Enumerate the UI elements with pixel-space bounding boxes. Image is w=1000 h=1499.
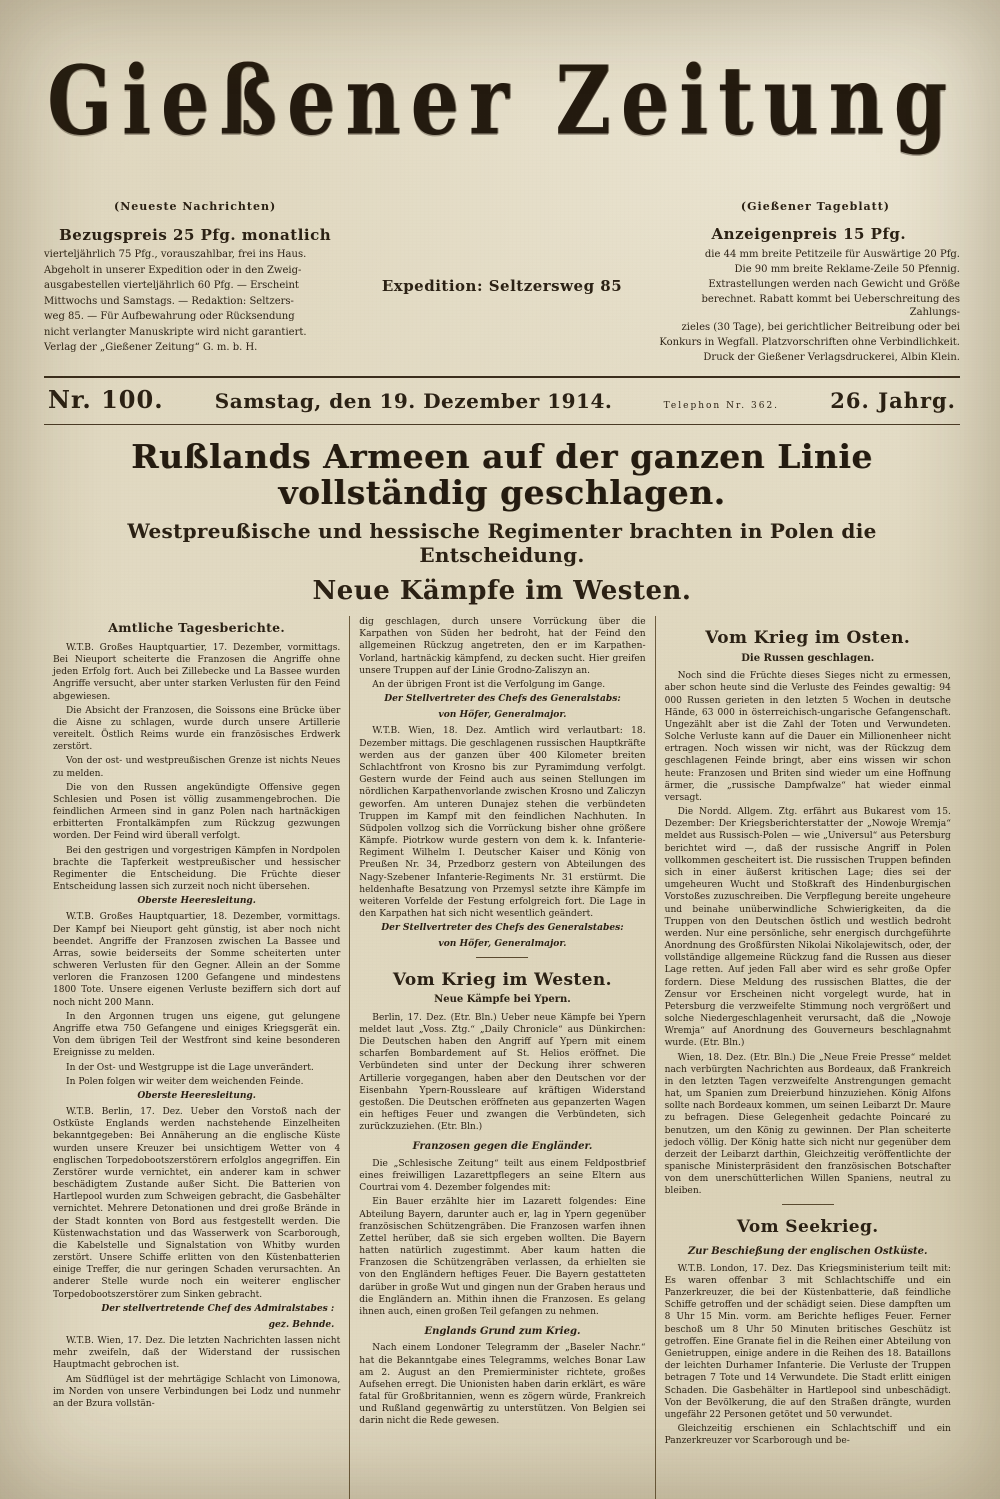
section-subheading: Zur Beschießung der englischen Ostküste. [687, 1246, 928, 1258]
article-paragraph: Die Absicht der Franzosen, die Soissons eine Brücke über die Aisne zu schlagen, wurde durch unsere Artillerie vereitelt. Östlich Reims wurde ein französisches Erdwerk zerstört. [53, 705, 341, 753]
article-paragraph: In Polen folgen wir weiter dem weichenden Feinde. [66, 1076, 304, 1087]
advertising-line: Konkurs in Wegfall. Platzvorschriften ohne Verbindlichkeit. [659, 336, 960, 348]
section-divider [476, 957, 528, 958]
advertising-line: die 44 mm breite Petitzeile für Auswärtige 20 Pfg. [704, 248, 960, 260]
signature-line: Oberste Heeresleitung. [137, 895, 256, 907]
column-2 [349, 616, 654, 1499]
subscription-info [44, 225, 346, 357]
article-paragraph: Noch sind die Früchte dieses Sieges nicht zu ermessen, aber schon heute sind die Verluste des Feindes gewaltig: 94 000 Russen gerieten in den letzten 5 Wochen in deutsche Hände, 63 000 in österreichisch-ungarische Gefangenschaft. Ungezählt aber ist die Zahl der Toten und Verwundeten. Solche Verluste kann auf die Dauer ein Millionenheer nicht ertragen. Noch wissen wir nicht, was der Rückzug dem geschlagenen Feinde bringt, aber eins wissen wir schon heute: Franzosen und Briten sind wieder um eine Hoffnung ärmer, die „russische Dampfwalze“ hat wieder einmal versagt. [664, 671, 951, 803]
article-columns [44, 616, 960, 1499]
section-subheading: Neue Kämpfe bei Ypern. [434, 994, 571, 1006]
article-paragraph: In den Argonnen trugen uns eigene, gut gelungene Angriffe etwa 750 Gefangene und einiges Kriegsgerät ein. Von dem übrigen Teil der Westfront sind keine besonderen Ereignisse zu melden. [53, 1011, 341, 1059]
subscription-line: nicht verlangter Manuskripte wird nicht garantiert. [44, 326, 307, 338]
main-headline: Rußlands Armeen auf der ganzen Linie vollständig geschlagen. [131, 436, 873, 512]
section-heading: Vom Krieg im Osten. [705, 628, 911, 649]
issue-phone: Telephon Nr. 362. [663, 400, 780, 411]
issue-year: 26. Jahrg. [830, 387, 956, 413]
issue-divider [44, 424, 960, 425]
signature-line: Der stellvertretende Chef des Admiralstabes : [101, 1302, 335, 1314]
sub-headline-2: Neue Kämpfe im Westen. [312, 576, 692, 607]
article-paragraph: Ein Bauer erzählte hier im Lazarett folgendes: Eine Abteilung Bayern, darunter auch er, lag in Ypern gegenüber französischen Schützengräben. Die Franzosen warfen ihnen Zettel herüber, daß sie sich ergeben wollten. Die Bayern hatten natürlich zugestimmt. Aber kaum hatten die Franzosen die Schützengräben verlassen, da erhielten sie von den Engländern heftiges Feuer. Die Bayern gestatteten darüber in große Wut und gingen nun der Graben heraus und die Engländern an. Mithin ihnen die Franzosen. Es gelang ihnen auch, einen großen Teil gefangen zu nehmen. [359, 1197, 646, 1317]
issue-date: Samstag, den 19. Dezember 1914. [214, 388, 613, 413]
article-paragraph: Die von den Russen angekündigte Offensive gegen Schlesien und Posen ist völlig zusammengebrochen. Die feindlichen Armeen sind in ganz Polen nach hartnäckigen erbitterten Frontalkämpfen zum Rückzug gezwungen worden. Der Feind wird überall verfolgt. [53, 782, 341, 842]
section-heading: Amtliche Tagesberichte. [108, 620, 286, 636]
signature-line: Der Stellvertreter des Chefs des Generalstabes: [381, 922, 624, 934]
article-paragraph: Berlin, 17. Dez. (Etr. Bln.) Ueber neue Kämpfe bei Ypern meldet laut „Voss. Ztg.“ „Daily Chronicle“ aus Dünkirchen: Die Deutschen haben den Angriff auf Ypern mit einem scharfen Bombardement auf St. Helios eröffnet. Die Verbündeten sind unter der Deckung ihrer schweren Artillerie vorgegangen, haben aber den Deutschen vor der Eisenbahn Ypern-Roussleare auf kräftigen Widerstand gestoßen. Die Deutschen eröffneten aus gepanzerten Wagen ein heftiges Feuer und zwangen die Verbündeten, sich zurückzuziehen. (Etr. Bln.) [359, 1012, 646, 1133]
article-paragraph: W.T.B. Großes Hauptquartier, 17. Dezember, vormittags. Bei Nieuport scheiterte die Franzosen die Angriffe ohne jeden Erfolg fort. Auch bei Zillebecke und La Bassee wurden Angriffe versucht, aber unter starken Verlusten für den Feind abgewiesen. [53, 642, 341, 702]
issue-bar [44, 378, 960, 421]
advertising-price: Anzeigenpreis 15 Pfg. [711, 225, 907, 243]
signature-line: Oberste Heeresleitung. [137, 1089, 256, 1101]
signature-line: gez. Behnde. [268, 1318, 335, 1330]
masthead-paren-left: (Neueste Nachrichten) [114, 200, 277, 213]
signature-line: von Höfer, Generalmajor. [438, 709, 567, 721]
subscription-price: Bezugspreis 25 Pfg. monatlich [59, 226, 332, 244]
section-heading: Vom Seekrieg. [736, 1216, 879, 1237]
advertising-line: berechnet. Rabatt kommt bei Ueberschreitung des Zahlungs- [701, 293, 960, 318]
expedition-address: Expedition: Seltzersweg 85 [381, 277, 623, 295]
subscription-line: ausgabestellen vierteljährlich 60 Pfg. — Erscheint [44, 280, 299, 292]
article-paragraph: An der übrigen Front ist die Verfolgung im Gange. [372, 679, 606, 690]
section-heading: Vom Krieg im Westen. [392, 969, 612, 990]
subscription-line: Mittwochs und Samstags. — Redaktion: Seltzers- [44, 295, 294, 307]
article-paragraph: W.T.B. London, 17. Dez. Das Kriegsministerium teilt mit: Es waren offenbar 3 mit Schlachtschiffe und ein Panzerkreuzer, die bei der Küstenbatterie, daß feindliche Schiffe getroffen und der schädigt seien. Diese dampften um 8 Uhr 15 Min. vorm. am Berichte hefliges Feuer. Ferner beschoß um 8 Uhr 50 Minuten britisches Geschütz ist getroffen. Eine Granate fiel in die Reihen einer Abteilung von Genietruppen, einige andere in die Reihen des 18. Bataillons der leichten Durhamer Infanterie. Die Verluste der Truppen betragen 7 Tote und 14 Verwundete. Die Stadt erlitt einigen Schaden. Die Gasbehälter in Hartlepool sind unbeschädigt. Von der Bevölkerung, die auf den Straßen drängte, wurden ungefähr 22 Personen getötet und 50 verwundet. [664, 1263, 951, 1420]
article-paragraph: dig geschlagen, durch unsere Vorrückung über die Karpathen von Süden her bedroht, hat der Feind den allgemeinen Rückzug angetreten, den er im Karpathen-Vorland, hartnäckig kämpfend, zu decken sucht. Hier greifen unsere Truppen auf der Linie Grodno-Zaliszyn an. [359, 617, 646, 676]
section-subheading: Franzosen gegen die Engländer. [412, 1141, 593, 1153]
advertising-line: Extrastellungen werden nach Gewicht und Größe [708, 278, 960, 290]
article-paragraph: W.T.B. Wien, 18. Dez. Amtlich wird verlautbart: 18. Dezember mittags. Die geschlagenen russischen Hauptkräfte werden aus der ganzen über 400 Kilometer breiten Schlachtfront von Krosno bis zur Pyramimdung verfolgt. Gestern wurde der Feind auch aus seinen Stellungen im nördlichen Karpathenvorlande zwischen Krosno und Zaliczyn geworfen. Am unteren Dunajez stehen die verbündeten Truppen im Kampf mit den feindlichen Nachhuten. In Südpolen vollzog sich die Vorrückung bisher ohne größere Kämpfe. Piotrkow wurde gestern von dem k. k. Infanterie-Regiment Wilhelm I. Deutscher Kaiser und König von Preußen Nr. 34, Przedborz gestern von Abteilungen des Nagy-Szebener Infanterie-Regiments Nr. 31 erstürmt. Die heldenhafte Besatzung von Przemysl setzte ihre Kämpfe im weiteren Vorfelde der Festung erfolgreich fort. Die Lage in den Karpathen hat sich nicht wesentlich geändert. [359, 726, 646, 920]
publisher-line: Verlag der „Gießener Zeitung“ G. m. b. H. [44, 342, 258, 354]
article-paragraph: W.T.B. Großes Hauptquartier, 18. Dezember, vormittags. Der Kampf bei Nieuport geht günstig, ist aber noch nicht beendet. Angriffe der Franzosen zwischen La Bassee und Arras, sowie beiderseits der Somme scheiterten unter schweren Verlusten für den Gegner. Allein an der Somme verloren die Franzosen 1200 Gefangene und mindestens 1800 Tote. Unsere eigenen Verluste beziffern sich dort auf noch nicht 200 Mann. [53, 912, 341, 1008]
headline-block [44, 436, 960, 607]
subscription-line: Abgeholt in unserer Expedition oder in den Zweig- [44, 264, 302, 276]
article-paragraph: Von der ost- und westpreußischen Grenze ist nichts Neues zu melden. [53, 756, 341, 779]
newspaper-title: Gießener Zeitung [47, 44, 957, 156]
advertising-line: Die 90 mm breite Reklame-Zeile 50 Pfennig. [734, 263, 960, 275]
column-3 [655, 616, 960, 1499]
signature-line: Der Stellvertreter des Chefs des Generalstabs: [384, 693, 621, 705]
masthead [44, 44, 960, 366]
section-subheading: Englands Grund zum Krieg. [424, 1326, 581, 1338]
article-paragraph: Nach einem Londoner Telegramm der „Baseler Nachr.“ hat die Bekanntgabe eines Telegramms, welches Bonar Law am 2. August an den Premierminister richtete, großes Aufsehen erregt. Die Unionisten haben darin erklärt, es wäre fatal für Großbritannien, wenn es zögern würde, Frankreich und Rußland gegenwärtig zu unterstützen. Von Belgien sei darin nicht die Rede gewesen. [359, 1343, 646, 1427]
article-paragraph: W.T.B. Wien, 17. Dez. Die letzten Nachrichten lassen nicht mehr zweifeln, daß der Widerstand der russischen Hauptmacht gebrochen ist. [53, 1336, 341, 1371]
printer-line: Druck der Gießener Verlagsdruckerei, Albin Klein. [703, 351, 960, 363]
section-subheading: Die Russen geschlagen. [741, 652, 875, 664]
issue-number: Nr. 100. [48, 384, 164, 414]
article-paragraph: Die Nordd. Allgem. Ztg. erfährt aus Bukarest vom 15. Dezember: Der Kriegsberichterstatter der „Nowoje Wremja“ meldet aus Russisch-Polen — wie „Universul“ aus Petersburg berichtet wird —, daß der russische Angriff in Polen vollkommen gescheitert ist. Die russischen Truppen befinden sich in einer äußerst kritischen Lage; dies sei der umgeheuren Wucht und Stoßkraft des Hindenburgischen Vorstoßes zuzuschreiben. Die Verpflegung bereite ungeheure und beinahe unüberwindliche Schwierigkeiten, da die Truppen von den Deutschen östlich und westlich bedroht werden. Nur eine persönliche, sehr energisch durchgeführte Anordnung des Großfürsten Nikolai Nikolajewitsch, oder, der vollständige allgemeine Rückzug fand die Russen aus dieser Lage retten. Auf jeden Fall aber wird es sehr große Opfer fordern. Diese Meldung des russischen Blattes, die der Zensur vor Erscheinen nicht vorgelegt wurde, hat in Petersburg die verzweifelte Stimmung noch vergrößert und solche Niedergeschlagenheit verursacht, daß die „Nowoje Wremja“ auf Anordnung des Gouverneurs beschlagnahmt wurde. (Etr. Bln.) [664, 807, 951, 1049]
article-paragraph: Die „Schlesische Zeitung“ teilt aus einem Feldpostbrief eines freiwilligen Lazarettpflegers an seine Eltern aus Courtrai vom 4. Dezember folgendes mit: [359, 1158, 646, 1194]
advertising-line: zieles (30 Tage), bei gerichtlicher Beitreibung oder bei [681, 321, 960, 333]
expedition-info [365, 225, 640, 295]
column-1 [44, 616, 349, 1499]
article-paragraph: Bei den gestrigen und vorgestrigen Kämpfen in Nordpolen brachte die Tapferkeit westpreußischer und hessischer Regimenter die Entscheidung. Die Früchte dieser Entscheidung lassen sich zurzeit noch nicht übersehen. [53, 845, 341, 893]
section-divider [782, 1204, 834, 1205]
subscription-line: weg 85. — Für Aufbewahrung oder Rücksendung [44, 311, 295, 323]
article-paragraph: Gleichzeitig erschienen ein Schlachtschiff und ein Panzerkreuzer vor Scarborough und be- [664, 1424, 951, 1447]
article-paragraph: Am Südflügel ist der mehrtägige Schlacht von Limonowa, im Norden von unsere Verbindungen bei Lodz und nunmehr an der Bzura vollstän- [53, 1374, 341, 1409]
signature-line: von Höfer, Generalmajor. [438, 938, 567, 950]
article-paragraph: W.T.B. Berlin, 17. Dez. Ueber den Vorstoß nach der Ostküste Englands werden nachstehende Einzelheiten bekanntgegeben: Bei Annäherung an die englische Küste wurden unsere Kreuzer bei unsichtigem Wetter von 4 englischen Torpedobootszerstörern erfolglos angegriffen. Ein Zerstörer wurde vernichtet, ein anderer kam in schwer beschädigtem Zustande außer Sicht. Die Batterien von Hartlepool wurden zum Schweigen gebracht, die Gasbehälter vernichtet. Mehrere Detonationen und drei große Brände in der Stadt konnten von Bord aus festgestellt werden. Die Küstenwachstation und das Wasserwerk von Scarborough, die Kabelstelle und Signalstation von Whitby wurden zerstört. Unsere Schiffe erlitten von den Küstenbatterien einige Treffer, die nur geringen Schaden verursachten. An anderer Stelle wurde noch ein weiterer englischer Torpedobootszerstörer zum Sinken gebracht. [53, 1107, 341, 1300]
masthead-paren-right: (Gießener Tageblatt) [740, 200, 890, 213]
article-paragraph: In der Ost- und Westgruppe ist die Lage unverändert. [66, 1062, 314, 1073]
sub-headline-1: Westpreußische und hessische Regimenter brachten in Polen die Entscheidung. [127, 519, 877, 568]
article-paragraph: Wien, 18. Dez. (Etr. Bln.) Die „Neue Freie Presse“ meldet nach verbürgten Nachrichten aus Bordeaux, daß Frankreich in den letzten Tagen verzweifelte Anstrengungen gemacht hat, um Spanien zum Dreierbund hinzuziehen. König Alfons sollte nach Bordeaux kommen, um seinen Leibarzt Dr. Maure zu befragen. Diese Gelegenheit gedachte Poincaré zu benutzen, um den König zu gewinnen. Der Plan scheiterte jedoch völlig. Der König hatte sich nicht nur gegenüber dem derzeit der Leibarzt darthin, Gleichzeitig veröffentlichte der spanische Ministerpräsident den französischen Botschafter von dem unerschütterlichen Willen Spaniens, neutral zu bleiben. [664, 1052, 951, 1197]
subscription-line: vierteljährlich 75 Pfg., vorauszahlbar, frei ins Haus. [44, 249, 307, 261]
advertising-info [658, 225, 960, 366]
